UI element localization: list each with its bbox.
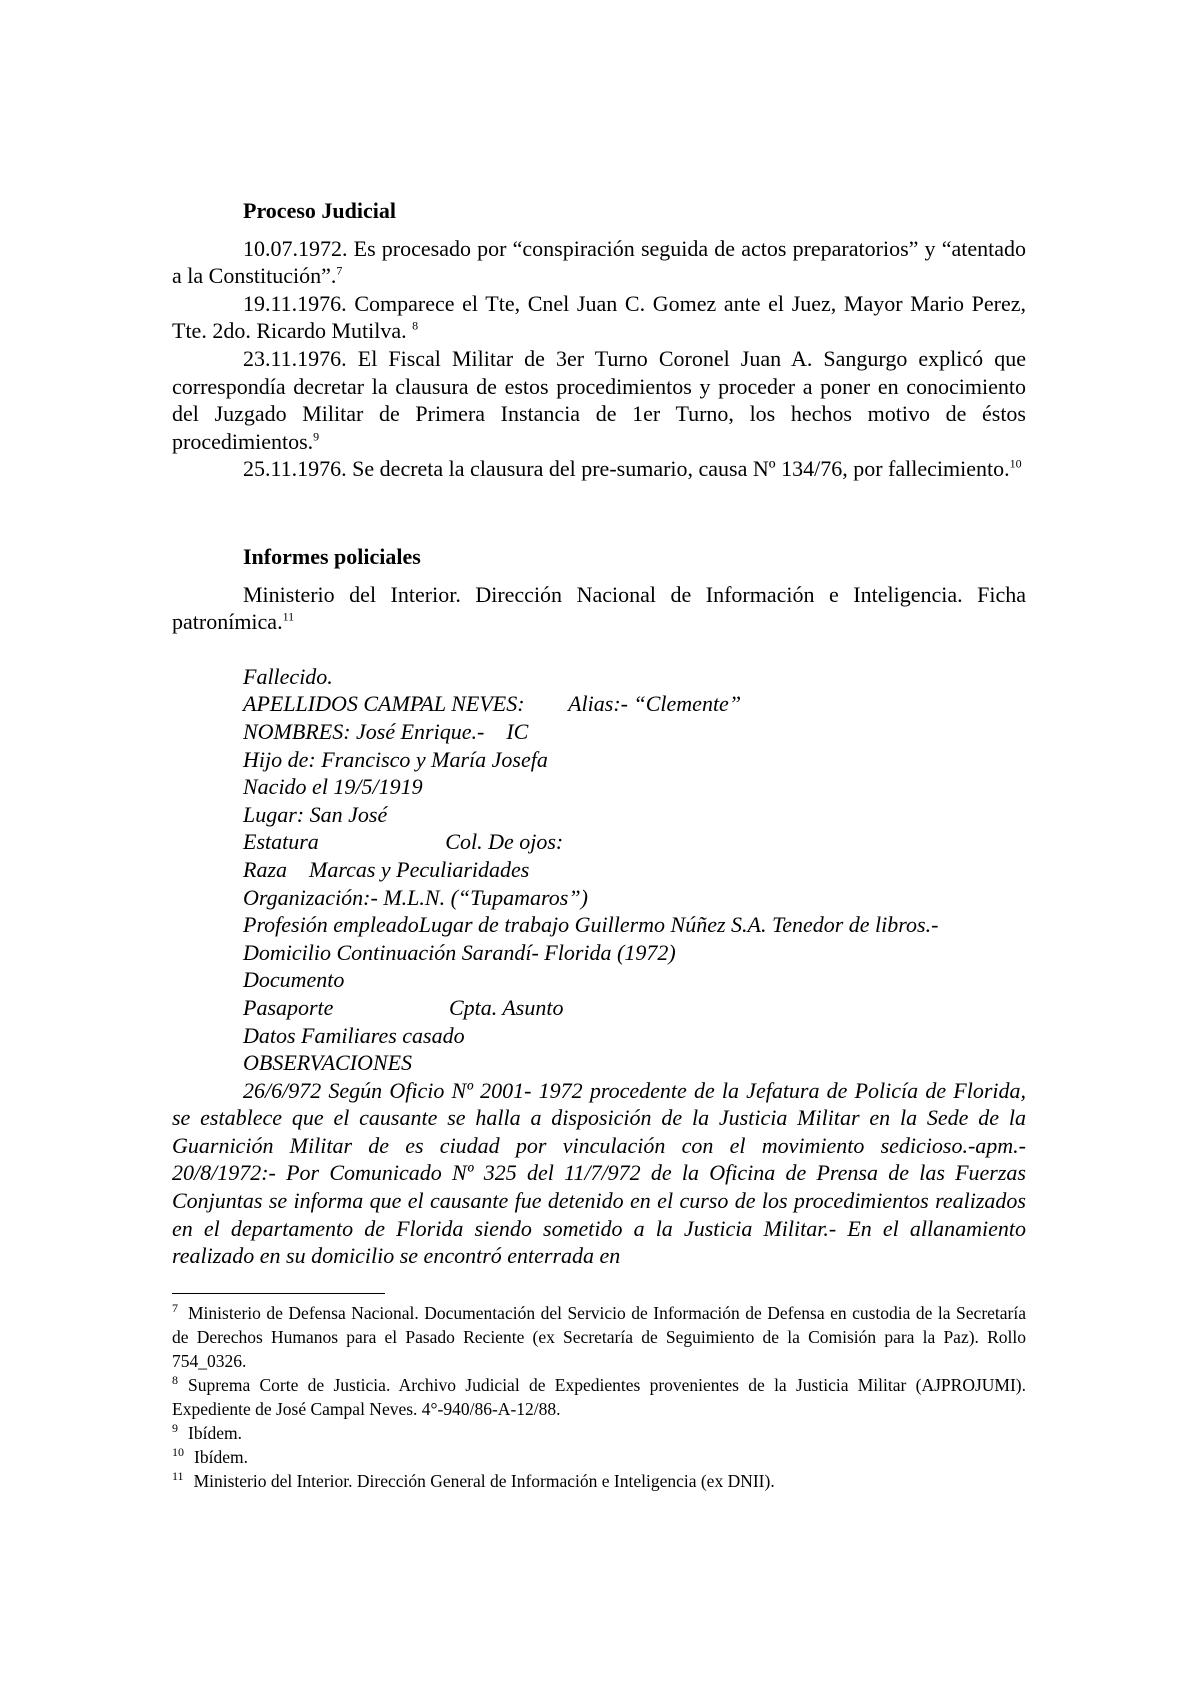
ficha-line: Lugar: San José: [243, 801, 388, 827]
ficha-line: Hijo de: Francisco y María Josefa: [243, 746, 548, 772]
section-heading: Informes policiales: [243, 544, 421, 569]
ficha-line: Pasaporte Cpta. Asunto: [243, 994, 564, 1020]
footnote-ref: 10: [1009, 457, 1022, 472]
footnote-number: 7: [172, 1301, 178, 1316]
intro-paragraph: [172, 581, 1026, 636]
entry-paragraph: [172, 290, 1026, 345]
ficha-line: Fallecido.: [243, 663, 333, 689]
footnote-number: 11: [172, 1469, 184, 1484]
intro-text: Ministerio del Interior. Dirección Nacional de Información e Inteligencia. Ficha patronímica.: [172, 581, 1026, 635]
ficha-line: Profesión empleadoLugar de trabajo Guillermo Núñez S.A. Tenedor de libros.-: [243, 912, 939, 938]
footnote-text: Ibídem.: [188, 1423, 242, 1443]
entry-text: 10.07.1972. Es procesado por “conspiración seguida de actos preparatorios” y “atentado a la Constitución”.: [172, 235, 1026, 289]
footnote: [172, 1301, 1026, 1373]
footnotes: [172, 1301, 1026, 1493]
ficha-line: NOMBRES: José Enrique.- IC: [243, 718, 529, 744]
ficha-patronimica: [172, 663, 1026, 1077]
ficha-line: Estatura Col. De ojos:: [243, 829, 564, 855]
ficha-line: OBSERVACIONES: [243, 1050, 413, 1076]
footnote: [172, 1421, 1026, 1445]
footnote-text: Suprema Corte de Justicia. Archivo Judicial de Expedientes provenientes de la Justicia Militar (AJPROJUMI). Expediente de José Campal Neves. 4°-940/86-A-12/88.: [172, 1375, 1026, 1419]
footnote: [172, 1445, 1026, 1469]
footnote-ref: 7: [336, 263, 343, 278]
entry-paragraph: [172, 455, 1026, 483]
footnote-ref: 11: [282, 609, 295, 624]
footnote-ref: 8: [412, 319, 419, 334]
entry-text: 19.11.1976. Comparece el Tte, Cnel Juan C. Gomez ante el Juez, Mayor Mario Perez, Tte. 2do. Ricardo Mutilva.: [172, 290, 1026, 344]
footnote-ref: 9: [313, 429, 320, 444]
ficha-line: Nacido el 19/5/1919: [243, 774, 423, 800]
observaciones-paragraph: 26/6/972 Según Oficio Nº 2001- 1972 procedente de la Jefatura de Policía de Florida, se establece que el causante se halla a disposición de la Justicia Militar en la Sede de la Guarnición Militar de es ciudad por vinculación con el movimiento sedicioso.-apm.- 20/8/1972:- Por Comunicado Nº 325 del 11/7/972 de la Oficina de Prensa de las Fuerzas Conjuntas se informa que el causante fue detenido en el curso de los procedimientos realizados en el departamento de Florida siendo sometido a la Justicia Militar.- En el allanamiento realizado en su domicilio se encontró enterrada en: [172, 1077, 1026, 1269]
informes-policiales-section: [172, 543, 1026, 1270]
entry-text: 23.11.1976. El Fiscal Militar de 3er Turno Coronel Juan A. Sangurgo explicó que correspondía decretar la clausura de estos procedimientos y proceder a poner en conocimiento del Juzgado Militar de Primera Instancia de 1er Turno, los hechos motivo de éstos procedimientos.: [172, 345, 1026, 454]
footnote-number: 8: [172, 1373, 178, 1388]
ficha-line: Raza Marcas y Peculiaridades: [243, 856, 530, 882]
entry-text: 25.11.1976. Se decreta la clausura del pre-sumario, causa Nº 134/76, por fallecimiento.: [243, 456, 1010, 482]
footnote: [172, 1373, 1026, 1421]
footnote-number: 9: [172, 1421, 178, 1436]
ficha-line: APELLIDOS CAMPAL NEVES: Alias:- “Clemente”: [243, 691, 742, 717]
footnote-number: 10: [172, 1445, 184, 1460]
ficha-line: Documento: [243, 967, 345, 993]
footnote-text: Ministerio de Defensa Nacional. Documentación del Servicio de Información de Defensa en custodia de la Secretaría de Derechos Humanos para el Pasado Reciente (ex Secretaría de Seguimiento de la Comisión para la Paz). Rollo 754_0326.: [172, 1303, 1026, 1371]
footnote-text: Ministerio del Interior. Dirección General de Información e Inteligencia (ex DNII).: [193, 1471, 775, 1491]
ficha-line: Datos Familiares casado: [243, 1022, 465, 1048]
ficha-line: Domicilio Continuación Sarandí- Florida (1972): [243, 939, 676, 965]
entry-paragraph: [172, 235, 1026, 290]
entry-paragraph: [172, 345, 1026, 455]
ficha-line: Organización:- M.L.N. (“Tupamaros”): [243, 884, 588, 910]
section-heading: Proceso Judicial: [243, 198, 396, 223]
footnote: [172, 1469, 1026, 1493]
footnote-text: Ibídem.: [194, 1447, 248, 1467]
footnote-separator: [172, 1293, 385, 1294]
proceso-judicial-section: [172, 197, 1026, 483]
